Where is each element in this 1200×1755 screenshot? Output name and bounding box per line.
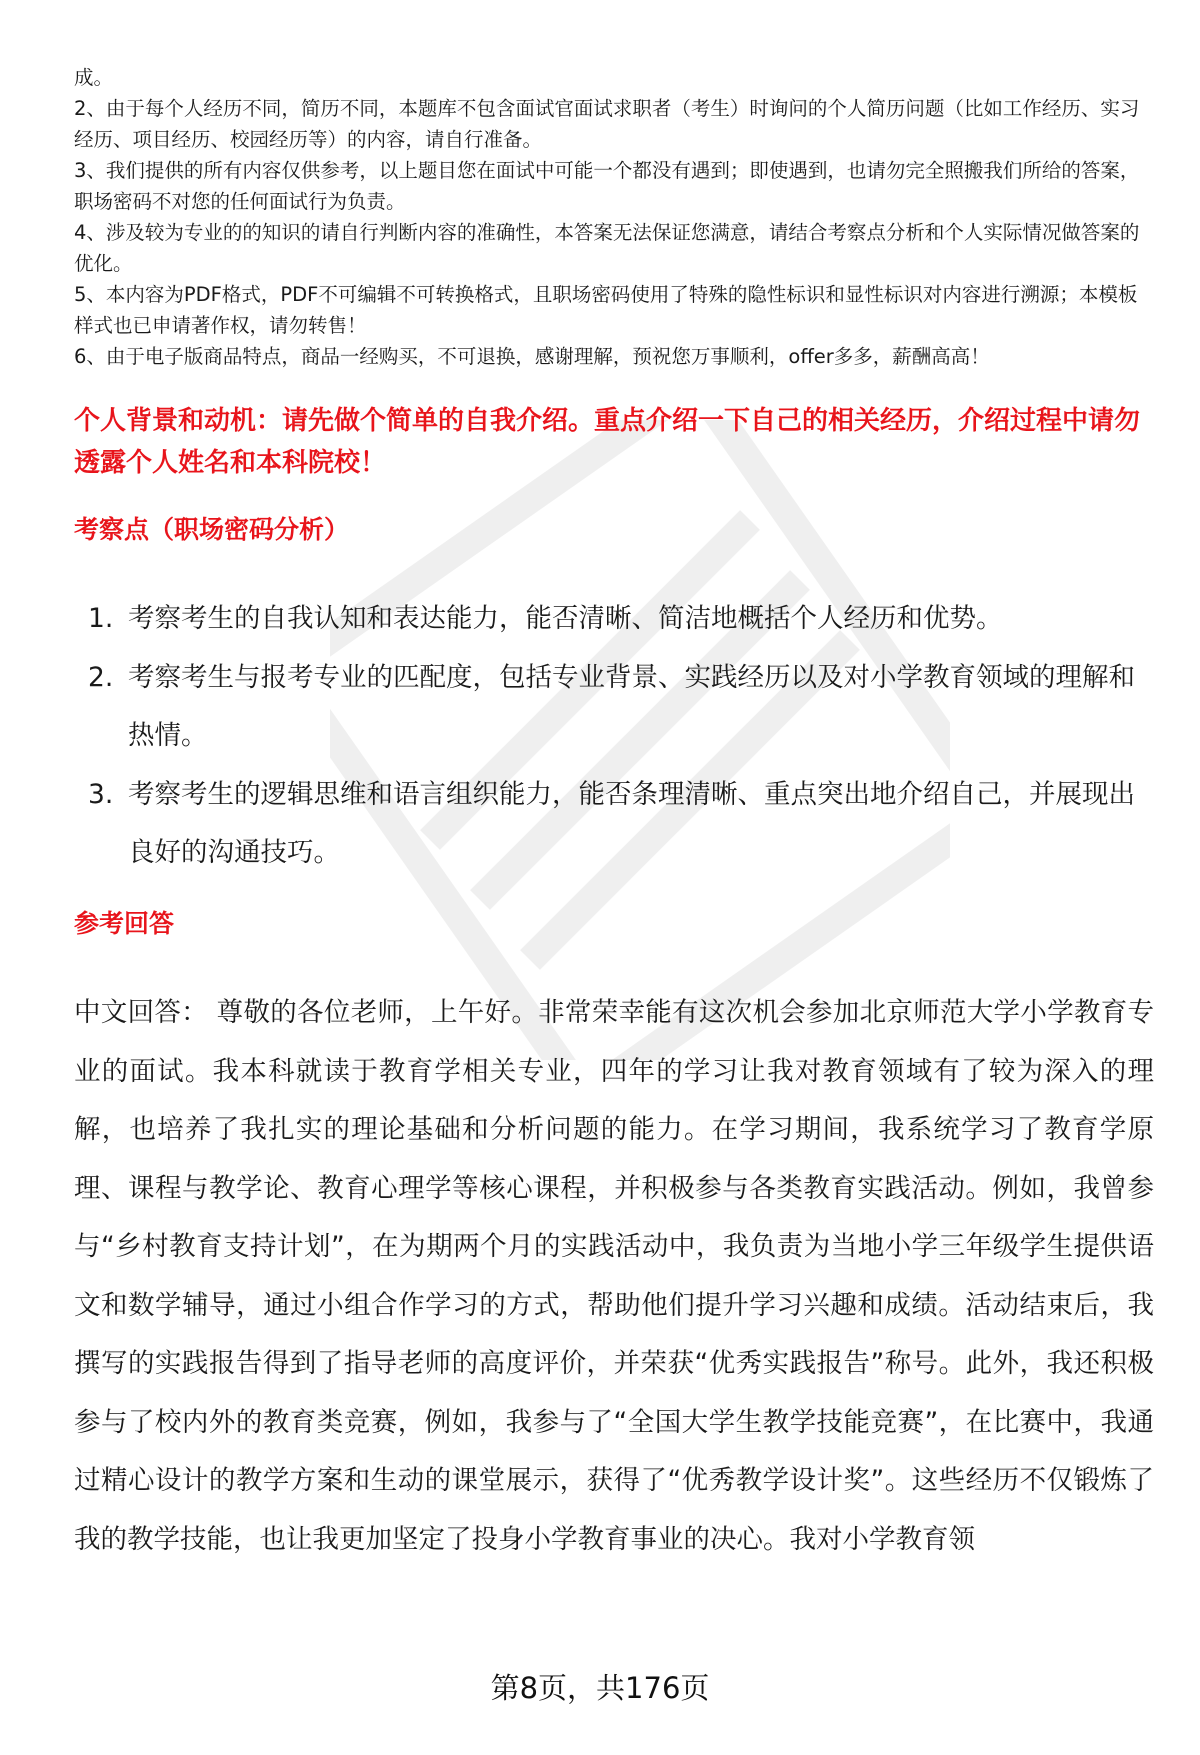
answer-paragraph: 中文回答： 尊敬的各位老师，上午好。非常荣幸能有这次机会参加北京师范大学小学教育专业的面试。我本科就读于教育学相关专业，四年的学习让我对教育领域有了较为深入的理解，也培养了我扎实的理论基础和分析问题的能力。在学习期间，我系统学习了教育学原理、课程与教学论、教育心理学等核心课程，并积极参与各类教育实践活动。例如，我曾参与“乡村教育支持计划”，在为期两个月的实践活动中，我负责为当地小学三年级学生提供语文和数学辅导，通过小组合作学习的方式，帮助他们提升学习兴趣和成绩。活动结束后，我撰写的实践报告得到了指导老师的高度评价，并荣获“优秀实践报告”称号。此外，我还积极参与了校内外的教育类竞赛，例如，我参与了“全国大学生教学技能竞赛”，在比赛中，我通过精心设计的教学方案和生动的课堂展示，获得了“优秀教学设计奖”。这些经历不仅锻炼了我的教学技能，也让我更加坚定了投身小学教育事业的决心。我对小学教育领 <box>74 997 1154 1555</box>
note-line: 2、由于每个人经历不同，简历不同，本题库不包含面试官面试求职者（考生）时询问的个人简历问题（比如工作经历、实习经历、项目经历、校园经历等）的内容，请自行准备。 <box>74 97 1140 151</box>
list-item-number: 1. <box>88 603 114 634</box>
note-line: 6、由于电子版商品特点，商品一经购买，不可退换，感谢理解，预祝您万事顺利，offer多多，薪酬高高！ <box>74 345 990 368</box>
list-item-text: 考察考生的自我认知和表达能力，能否清晰、简洁地概括个人经历和优势。 <box>128 603 1003 634</box>
note-line: 5、本内容为PDF格式，PDF不可编辑不可转换格式，且职场密码使用了特殊的隐性标识和显性标识对内容进行溯源；本模板样式也已申请著作权，请勿转售！ <box>74 283 1138 337</box>
note-line: 4、涉及较为专业的的知识的请自行判断内容的准确性，本答案无法保证您满意，请结合考察点分析和个人实际情况做答案的优化。 <box>74 221 1140 275</box>
list-item-number: 3. <box>88 778 114 810</box>
list-item-text: 考察考生与报考专业的匹配度，包括专业背景、实践经历以及对小学教育领域的理解和热情。 <box>128 661 1135 751</box>
list-item <box>74 590 1154 649</box>
list-item-text: 考察考生的逻辑思维和语言组织能力，能否条理清晰、重点突出地介绍自己，并展现出良好的沟通技巧。 <box>128 778 1135 868</box>
question-heading: 个人背景和动机：请先做个简单的自我介绍。重点介绍一下自己的相关经历，介绍过程中请勿透露个人姓名和本科院校！ <box>74 406 1141 478</box>
list-item-number: 2. <box>88 661 114 693</box>
note-line: 3、我们提供的所有内容仅供参考，以上题目您在面试中可能一个都没有遇到；即使遇到，也请勿完全照搬我们所给的答案，职场密码不对您的任何面试行为负责。 <box>74 159 1140 213</box>
analysis-points-list <box>74 590 1154 883</box>
list-item <box>74 766 1154 883</box>
page-number-footer: 第8页，共176页 <box>490 1671 710 1705</box>
notes-section <box>74 62 1154 372</box>
analysis-heading: 考察点（职场密码分析） <box>74 515 350 544</box>
list-item <box>74 649 1154 766</box>
note-line: 成。 <box>74 66 114 89</box>
answer-heading: 参考回答 <box>74 909 175 938</box>
